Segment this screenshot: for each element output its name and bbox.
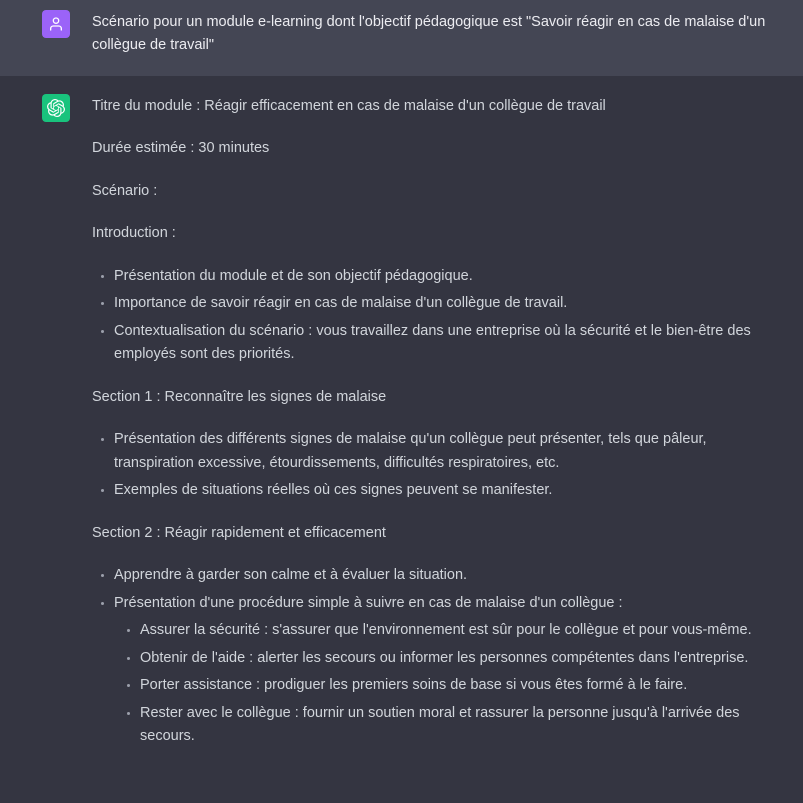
list-item-text: Exemples de situations réelles où ces signes peuvent se manifester. — [114, 482, 553, 499]
introduction-label: Introduction : — [92, 225, 176, 242]
module-title-line: Titre du module : Réagir efficacement en cas de malaise d'un collègue de travail — [92, 97, 606, 114]
list-item-text: Présentation d'une procédure simple à suivre en cas de malaise d'un collègue : — [114, 594, 623, 611]
list-item — [114, 428, 779, 475]
list-item — [140, 619, 779, 642]
list-item — [114, 265, 779, 288]
assistant-message — [0, 76, 803, 782]
list-item-text: Assurer la sécurité : s'assurer que l'environnement est sûr pour le collègue et pour vous-même. — [140, 622, 752, 639]
list-item-text: Porter assistance : prodiguer les premiers soins de base si vous êtes formé à le faire. — [140, 677, 688, 694]
user-message-text: Scénario pour un module e-learning dont l'objectif pédagogique est "Savoir réagir en cas de malaise d'un collègue de travail" — [92, 14, 766, 54]
section-2-title: Section 2 : Réagir rapidement et efficacement — [92, 524, 386, 541]
section-2-sublist — [114, 619, 779, 748]
duration-line: Durée estimée : 30 minutes — [92, 140, 270, 157]
section-2-list — [92, 564, 779, 748]
list-item — [114, 479, 779, 502]
section-1-title: Section 1 : Reconnaître les signes de malaise — [92, 388, 387, 405]
list-item-text: Présentation des différents signes de malaise qu'un collègue peut présenter, tels que pâleur, transpiration excessive, étourdissements, difficultés respiratoires, etc. — [114, 431, 707, 471]
user-message — [0, 0, 803, 76]
list-item — [114, 320, 779, 367]
section-1-list — [92, 428, 779, 502]
scenario-label: Scénario : — [92, 182, 158, 199]
list-item — [140, 647, 779, 670]
user-avatar-icon — [42, 10, 70, 38]
list-item-text: Obtenir de l'aide : alerter les secours ou informer les personnes compétentes dans l'entreprise. — [140, 649, 749, 666]
list-item-text: Présentation du module et de son objectif pédagogique. — [114, 267, 473, 284]
list-item-text: Apprendre à garder son calme et à évaluer la situation. — [114, 567, 468, 584]
list-item — [114, 292, 779, 315]
list-item — [114, 564, 779, 587]
list-item-text: Importance de savoir réagir en cas de malaise d'un collègue de travail. — [114, 295, 568, 312]
openai-logo-icon — [42, 94, 70, 122]
assistant-message-body — [92, 94, 779, 768]
list-item — [140, 674, 779, 697]
list-item-text: Rester avec le collègue : fournir un soutien moral et rassurer la personne jusqu'à l'arrivée des secours. — [140, 704, 740, 745]
introduction-list — [92, 265, 779, 367]
list-item — [140, 702, 779, 749]
list-item — [114, 592, 779, 749]
list-item-text: Contextualisation du scénario : vous travaillez dans une entreprise où la sécurité et le bien-être des employés sont des priorités. — [114, 322, 751, 363]
